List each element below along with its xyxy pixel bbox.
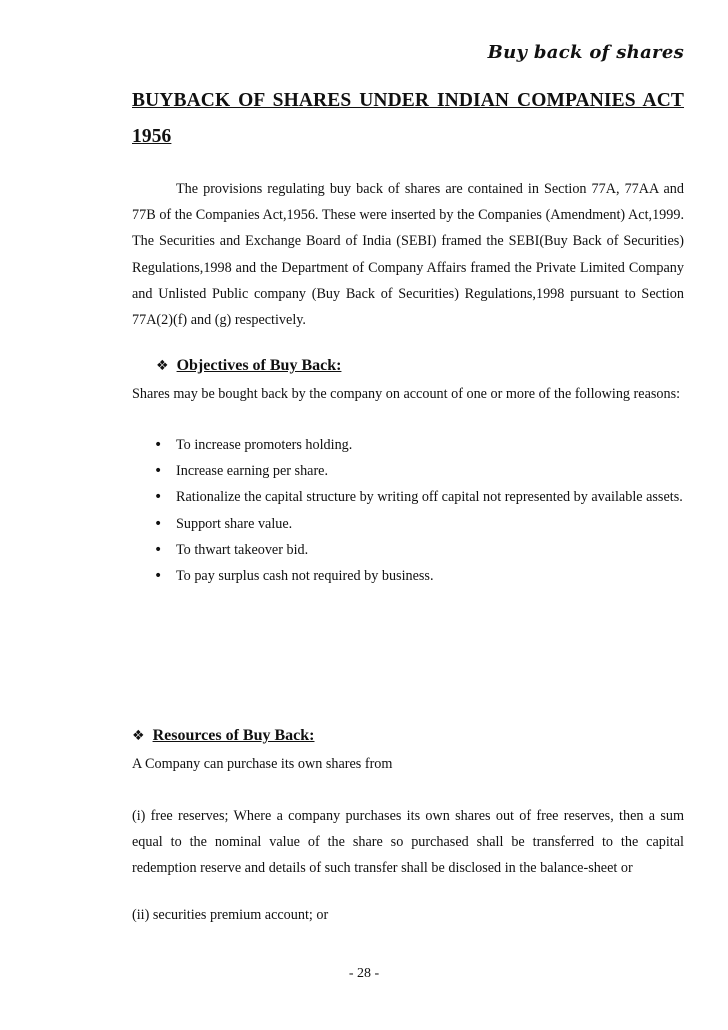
resources-item-securities-premium: (ii) securities premium account; or — [132, 907, 329, 923]
objectives-heading-text: Objectives of Buy Back: — [176, 357, 342, 374]
running-header: Buy back of shares — [487, 42, 684, 63]
bullet-icon: • — [154, 541, 163, 558]
resources-heading — [132, 726, 314, 746]
list-item: • Rationalize the capital structure by writing off capital not represented by available assets. — [132, 484, 684, 510]
resources-item-free-reserves: (i) free reserves; Where a company purchases its own shares out of free reserves, then a sum equal to the nominal value of the share so purchased shall be transferred to the capital redemption reserve and details of such transfer shall be disclosed in the balance-sheet or — [132, 808, 684, 877]
list-item: • To pay surplus cash not required by business. — [132, 563, 684, 589]
objectives-heading — [156, 356, 341, 376]
bullet-icon: • — [154, 568, 163, 585]
list-item: • Support share value. — [132, 511, 684, 537]
list-item: • To increase promoters holding. — [132, 432, 684, 458]
bullet-icon: • — [154, 437, 163, 453]
objectives-lead: Shares may be bought back by the company on account of one or more of the following reasons: — [132, 386, 681, 402]
resources-heading-text: Resources of Buy Back: — [152, 727, 315, 744]
resources-lead: A Company can purchase its own shares from — [132, 756, 393, 772]
diamond-flourish-icon: ❖ — [132, 728, 145, 744]
bullet-icon: • — [154, 463, 163, 480]
document-title: BUYBACK OF SHARES UNDER INDIAN COMPANIES ACT 1956 — [132, 90, 684, 147]
bullet-icon: • — [154, 489, 163, 506]
diamond-flourish-icon: ❖ — [156, 358, 169, 374]
bullet-icon: • — [154, 515, 163, 532]
intro-paragraph: The provisions regulating buy back of shares are contained in Section 77A, 77AA and 77B of the Companies Act,1956. These were inserted by the Companies (Amendment) Act,1999. The Securities and Exchange Board of India (SEBI) framed the SEBI(Buy Back of Securities) Regulations,1998 and the Department of Company Affairs framed the Private Limited Company and Unlisted Public company (Buy Back of Securities) Regulations,1998 pursuant to Section 77A(2)(f) and (g) respectively. — [132, 181, 684, 329]
objectives-list — [132, 432, 684, 589]
list-item: • Increase earning per share. — [132, 458, 684, 484]
list-item: • To thwart takeover bid. — [132, 537, 684, 563]
page-number: - 28 - — [348, 966, 380, 981]
